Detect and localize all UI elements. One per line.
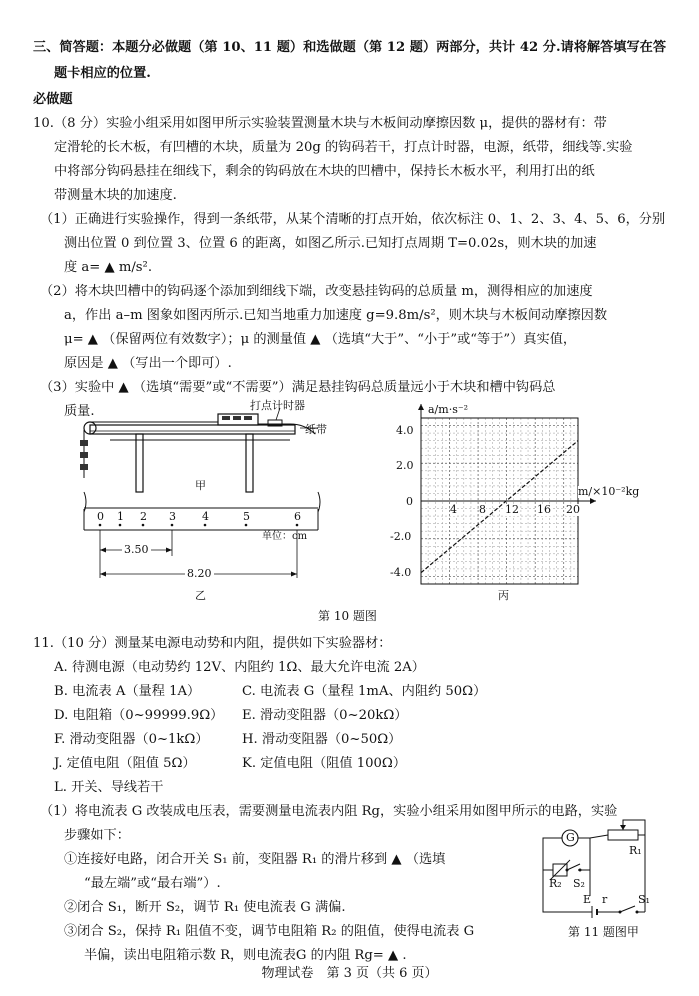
chart-ylabel: a/m·s⁻² bbox=[428, 403, 469, 416]
y-tick-2: 2.0 bbox=[396, 459, 414, 472]
rheostat-r1-icon bbox=[608, 830, 638, 840]
required-label: 必做题 bbox=[33, 92, 73, 107]
distance-0-6: 8.20 bbox=[187, 567, 212, 580]
q11-p1-line2: 步骤如下： bbox=[64, 828, 130, 843]
switch-s1-icon bbox=[620, 906, 635, 912]
q11-item-d: D. 电阻箱（0~99999.9Ω） bbox=[54, 708, 224, 723]
circuit-r2-label: R₂ bbox=[549, 877, 562, 890]
q11-item-c: C. 电流表 G（量程 1mA、内阻约 50Ω） bbox=[242, 684, 487, 699]
q11-step-1b: “最左端”或“最右端”）. bbox=[84, 876, 221, 891]
circuit-r-label: r bbox=[602, 893, 608, 906]
x-tick-20: 20 bbox=[566, 503, 580, 516]
tape-unit: 单位：cm bbox=[262, 531, 308, 542]
q10-p1-line2: 测出位置 0 到位置 3、位置 6 的距离，如图乙所示.已知打点周期 T=0.02s，则木块的加速 bbox=[64, 236, 597, 251]
q11-item-e: E. 滑动变阻器（0~20kΩ） bbox=[242, 708, 408, 723]
q11-step-3: ③闭合 S₂，保持 R₁ 阻值不变，调节电阻箱 R₂ 的阻值，使得电流表 G bbox=[64, 924, 475, 939]
fig-bing-label: 丙 bbox=[498, 589, 509, 602]
q11-item-b: B. 电流表 A（量程 1A） bbox=[54, 684, 201, 699]
tape-point-3: 3 bbox=[169, 510, 176, 523]
q10-p2-line4: 原因是 ▲ （写出一个即可）. bbox=[64, 356, 232, 371]
y-tick-m4: -4.0 bbox=[390, 566, 412, 579]
fig-yi-label: 乙 bbox=[195, 589, 206, 602]
section-heading-line1: 三、简答题：本题分必做题（第 10、11 题）和选做题（第 12 题）两部分，共计 42 分.请将解答填写在答 bbox=[33, 40, 667, 55]
distance-0-3: 3.50 bbox=[124, 543, 149, 556]
q11-intro: 11.（10 分）测量某电源电动势和内阻，提供如下实验器材： bbox=[33, 636, 392, 651]
circuit-s2-label: S₂ bbox=[573, 877, 585, 890]
y-tick-4: 4.0 bbox=[396, 424, 414, 437]
q11-step-3b: 半偏，读出电阻箱示数 R，则电流表G 的内阻 Rg= ▲ . bbox=[84, 948, 407, 963]
q10-p2-line1: （2）将木块凹槽中的钩码逐个添加到细线下端，改变悬挂钩码的总质量 m，测得相应的加速度 bbox=[40, 284, 593, 299]
q10-p2-line2: a，作出 a–m 图象如图丙所示.已知当地重力加速度 g=9.8m/s²，则木块与木板间动摩擦因数 bbox=[64, 308, 608, 323]
q11-item-k: K. 定值电阻（阻值 100Ω） bbox=[242, 756, 407, 771]
circuit-r1-label: R₁ bbox=[629, 844, 642, 857]
q10-line4: 带测量木块的加速度. bbox=[54, 188, 177, 203]
q10-line3: 中将部分钩码悬挂在细线下，剩余的钩码放在木块的凹槽中，保持长木板水平，利用打出的纸 bbox=[54, 164, 595, 179]
q10-p3-line2: 质量. bbox=[64, 404, 95, 419]
q10-p1-line3: 度 a= ▲ m/s². bbox=[64, 260, 153, 275]
circuit-e-label: E bbox=[583, 893, 592, 906]
q11-step-2: ②闭合 S₁，断开 S₂，调节 R₁ 使电流表 G 满偏. bbox=[64, 900, 346, 915]
tape-point-0: 0 bbox=[97, 510, 104, 523]
y-tick-0: 0 bbox=[406, 495, 413, 508]
switch-s2-icon bbox=[567, 864, 580, 870]
q10-line2: 定滑轮的长木板，有凹槽的木块，质量为 20g 的钩码若干，打点计时器，电源，纸带，细线等.实验 bbox=[54, 140, 633, 155]
tape-point-2: 2 bbox=[140, 510, 147, 523]
q11-item-f: F. 滑动变阻器（0~1kΩ） bbox=[54, 732, 209, 747]
q11-item-l: L. 开关、导线若干 bbox=[54, 780, 164, 795]
x-tick-4: 4 bbox=[450, 503, 457, 516]
section-heading-line2: 题卡相应的位置. bbox=[54, 66, 151, 81]
y-tick-m2: -2.0 bbox=[390, 530, 412, 543]
timer-label: 打点计时器 bbox=[250, 399, 305, 412]
tape-point-5: 5 bbox=[243, 510, 250, 523]
q11-step-1: ①连接好电路，闭合开关 S₁ 前，变阻器 R₁ 的滑片移到 ▲ （选填 bbox=[64, 852, 446, 867]
fig-jia-label: 甲 bbox=[195, 479, 206, 492]
q11-item-j: J. 定值电阻（阻值 5Ω） bbox=[54, 756, 196, 771]
q10-p1-line1: （1）正确进行实验操作，得到一条纸带，从某个清晰的打点开始，依次标注 0、1、2、3、4、5、6，分别 bbox=[40, 212, 666, 227]
q10-p2-line3: μ= ▲ （保留两位有效数字）；μ 的测量值 ▲ （选填“大于”、“小于”或“等于”）真实值， bbox=[64, 332, 577, 347]
x-tick-8: 8 bbox=[479, 503, 486, 516]
chart-xlabel: m/×10⁻²kg bbox=[578, 485, 640, 498]
q10-p3-line1: （3）实验中 ▲ （选填“需要”或“不需要”）满足悬挂钩码总质量远小于木块和槽中钩码总 bbox=[40, 380, 556, 395]
fig11-caption: 第 11 题图甲 bbox=[568, 925, 639, 939]
x-tick-16: 16 bbox=[537, 503, 551, 516]
x-tick-12: 12 bbox=[505, 503, 519, 516]
q10-line1: 10.（8 分）实验小组采用如图甲所示实验装置测量木块与木板间动摩擦因数 μ，提供的器材有：带 bbox=[33, 116, 607, 131]
tape-point-6: 6 bbox=[294, 510, 301, 523]
page-footer: 物理试卷 第 3 页（共 6 页） bbox=[261, 966, 438, 981]
tape-point-1: 1 bbox=[117, 510, 124, 523]
tape-point-4: 4 bbox=[202, 510, 209, 523]
q11-item-a: A. 待测电源（电动势约 12V、内阻约 1Ω、最大允许电流 2A） bbox=[54, 660, 425, 675]
q11-item-h: H. 滑动变阻器（0~50Ω） bbox=[242, 732, 402, 747]
circuit-g-label: G bbox=[566, 831, 575, 844]
tape-label: 纸带 bbox=[305, 423, 327, 436]
q11-p1-line1: （1）将电流表 G 改装成电压表，需要测量电流表内阻 Rg，实验小组采用如图甲所示的电路，实验 bbox=[40, 804, 618, 819]
fig10-caption: 第 10 题图 bbox=[318, 609, 377, 623]
circuit-s1-label: S₁ bbox=[638, 893, 650, 906]
